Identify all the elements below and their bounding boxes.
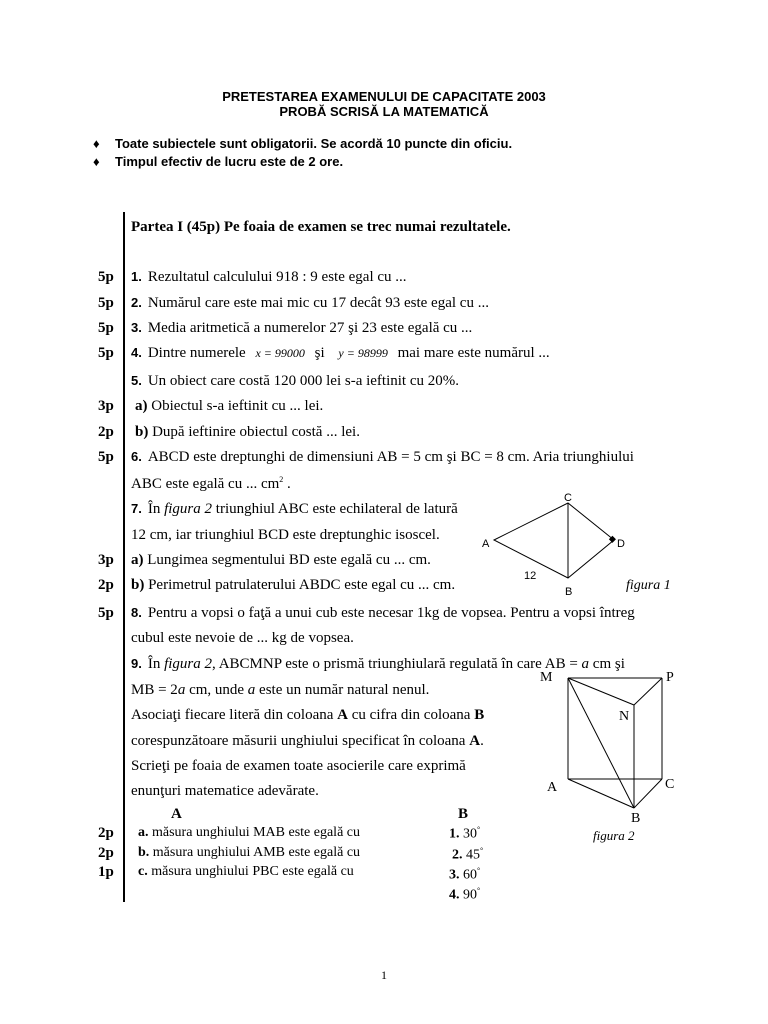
question-7b: b) Perimetrul patrulaterului ABDC este egal cu ... cm.	[131, 577, 456, 593]
points-q4: 5p	[98, 345, 114, 361]
question-5: 5. Un obiect care costă 120 000 lei s-a ieftinit cu 20%.	[131, 373, 459, 389]
question-9-line2: MB = 2a cm, unde a este un număr natural nenul.	[131, 682, 430, 698]
fig2-label-p: P	[666, 670, 674, 685]
fig1-label-d: D	[617, 538, 625, 550]
question-7a: a) Lungimea segmentului BD este egală cu ... cm.	[131, 552, 431, 568]
points-q5b: 2p	[98, 424, 114, 440]
question-9: 9. În figura 2, ABCMNP este o prismă triunghiulară regulată în care AB = a cm şi	[131, 656, 625, 672]
column-a-header: A	[171, 806, 182, 822]
column-b-item: 3. 60°	[449, 866, 481, 883]
question-9-line6: enunţuri matematice adevărate.	[131, 783, 319, 799]
question-9-line5: Scrieţi pe foaia de examen toate asocierile care exprimă	[131, 758, 466, 774]
instruction-2: ♦ Timpul efectiv de lucru este de 2 ore.	[93, 154, 344, 169]
diamond-bullet-icon: ♦	[93, 136, 100, 151]
column-a-item: c. măsura unghiului PBC este egală cu	[138, 864, 354, 879]
figure-1-caption: figura 1	[626, 578, 671, 593]
question-5a: a) Obiectul s-a ieftinit cu ... lei.	[135, 398, 324, 414]
points-q9c: 1p	[98, 864, 114, 880]
question-7-cont: 12 cm, iar triunghiul BCD este dreptunghic isoscel.	[131, 527, 440, 543]
points-q9b: 2p	[98, 845, 114, 861]
document-title: PRETESTAREA EXAMENULUI DE CAPACITATE 2003	[222, 89, 546, 104]
points-q7b: 2p	[98, 577, 114, 593]
question-3: 3. Media aritmetică a numerelor 27 şi 23 este egală cu ...	[131, 320, 473, 336]
fig1-label-b: B	[565, 586, 573, 598]
column-a-item: a. măsura unghiului MAB este egală cu	[138, 825, 361, 840]
question-6: 6. ABCD este dreptunghi de dimensiuni AB = 5 cm şi BC = 8 cm. Aria triunghiului	[131, 449, 634, 465]
points-column-divider	[123, 212, 125, 902]
figure-2-caption: figura 2	[593, 828, 635, 843]
fig1-label-a: A	[482, 538, 490, 550]
figure-2-diagram	[536, 668, 686, 828]
y-expression: y = 98999	[338, 346, 388, 360]
instruction-1: ♦ Toate subiectele sunt obligatorii. Se acordă 10 puncte din oficiu.	[93, 136, 513, 151]
points-q1: 5p	[98, 269, 114, 285]
question-8-cont: cubul este nevoie de ... kg de vopsea.	[131, 630, 354, 646]
points-q2: 5p	[98, 295, 114, 311]
points-q8: 5p	[98, 605, 114, 621]
column-b-header: B	[458, 806, 469, 822]
question-7: 7. În figura 2 triunghiul ABC este echilateral de latură	[131, 501, 458, 517]
part1-heading: Partea I (45p) Pe foaia de examen se trec numai rezultatele.	[131, 219, 511, 235]
x-expression: x = 99000	[255, 346, 305, 360]
question-1: 1. Rezultatul calculului 918 : 9 este egal cu ...	[131, 269, 407, 285]
column-b-item: 1. 30°	[449, 825, 481, 842]
page-number: 1	[381, 968, 387, 982]
points-q6: 5p	[98, 449, 114, 465]
question-9-line3: Asociaţi fiecare literă din coloana A cu cifra din coloana B	[131, 707, 485, 723]
question-6-cont: ABC este egală cu ... $cm^2$ .	[131, 475, 291, 492]
column-b-item: 2. 45°	[452, 846, 484, 863]
fig2-label-n: N	[619, 709, 630, 724]
fig2-label-c: C	[665, 777, 675, 792]
fig2-label-a: A	[547, 780, 558, 795]
points-q7a: 3p	[98, 552, 114, 568]
column-b-item: 4. 90°	[449, 886, 481, 903]
question-4: 4. Dintre numerele x = 99000 şi y = 98999 mai mare este numărul ...	[131, 345, 550, 361]
figure-reference: figura 2	[164, 501, 213, 517]
fig1-label-c: C	[564, 492, 572, 504]
question-2: 2. Numărul care este mai mic cu 17 decât 93 este egal cu ...	[131, 295, 489, 311]
figure-reference: figura 2	[164, 656, 213, 672]
document-subtitle: PROBĂ SCRISĂ LA MATEMATICĂ	[279, 104, 489, 119]
column-a-item: b. măsura unghiului AMB este egală cu	[138, 845, 361, 860]
points-q3: 5p	[98, 320, 114, 336]
fig2-label-m: M	[540, 670, 553, 685]
points-q5a: 3p	[98, 398, 114, 414]
question-5b: b) După ieftinire obiectul costă ... lei.	[135, 424, 360, 440]
fig2-label-b: B	[631, 811, 641, 826]
question-9-line4: corespunzătoare măsurii unghiului specificat în coloana A.	[131, 733, 484, 749]
figure-1-diagram	[478, 488, 638, 600]
question-8: 8. Pentru a vopsi o faţă a unui cub este necesar 1kg de vopsea. Pentru a vopsi întreg	[131, 605, 635, 621]
diamond-bullet-icon: ♦	[93, 154, 100, 169]
fig1-side-label: 12	[524, 570, 537, 582]
points-q9a: 2p	[98, 825, 114, 841]
